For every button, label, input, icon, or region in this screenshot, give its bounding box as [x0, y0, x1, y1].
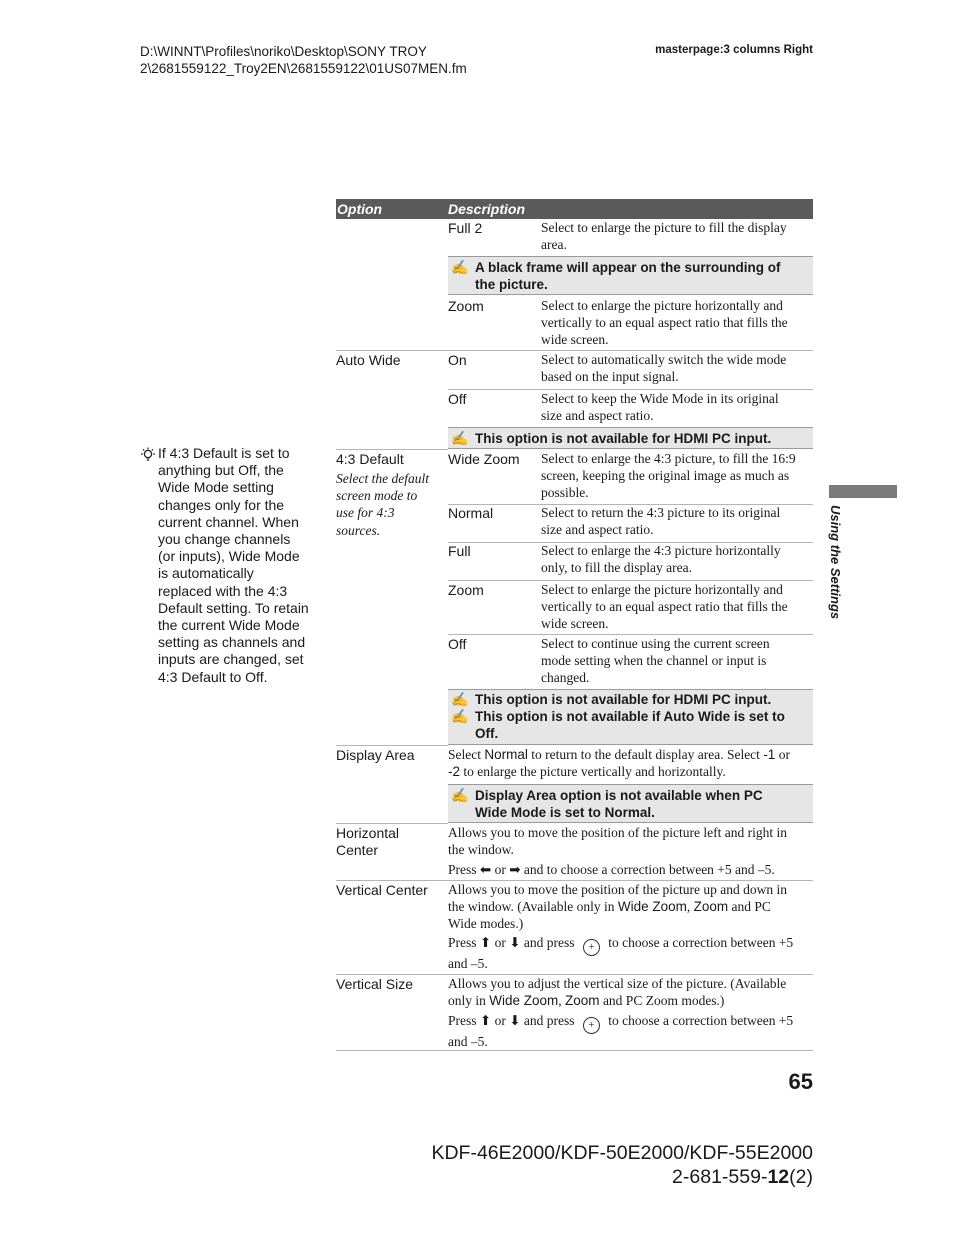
arrow-down-icon: ⬇ — [509, 1012, 521, 1028]
sub-option-on: On — [448, 352, 467, 368]
row-divider — [336, 350, 813, 351]
model-footer — [431, 1141, 813, 1189]
desc-line: changed. — [541, 669, 590, 685]
desc-line — [448, 993, 813, 1010]
desc-line: size and aspect ratio. — [541, 407, 654, 423]
desc-line: the window. — [448, 841, 514, 857]
desc-line: Select to keep the Wide Mode in its original — [541, 391, 779, 406]
tip-line: If 4:3 Default is set to — [158, 445, 290, 461]
row-divider — [336, 880, 813, 881]
note-text: Off. — [475, 726, 499, 741]
desc-line — [448, 747, 813, 764]
model-numbers: KDF-46E2000/KDF-50E2000/KDF-55E2000 — [431, 1142, 813, 1164]
tip-line: changes only for the — [158, 496, 285, 513]
desc-line: Allows you to move the position of the picture left and right in — [448, 825, 787, 840]
setting-value: Normal — [484, 747, 528, 762]
setting-value: -2 — [448, 763, 461, 779]
sub-option-wide-zoom: Wide Zoom — [448, 451, 520, 467]
desc-line: size and aspect ratio. — [541, 521, 654, 537]
file-path — [140, 43, 467, 77]
desc-line: and –5. — [448, 1033, 488, 1049]
desc-horizontal-center — [448, 825, 813, 878]
desc-line — [448, 899, 813, 916]
row-divider — [448, 580, 813, 581]
row-divider — [448, 389, 813, 390]
desc-text: or — [491, 861, 510, 877]
desc-text: and press — [520, 1012, 578, 1028]
desc-line: vertically to an equal aspect ratio that fills the — [541, 598, 788, 614]
sub-option-off: Off — [448, 391, 467, 407]
desc-zoom — [541, 298, 813, 348]
setting-value: Zoom — [693, 898, 729, 914]
row-divider — [336, 974, 813, 975]
desc-normal — [541, 505, 813, 539]
note-text: This option is not available for HDMI PC input. — [475, 431, 772, 446]
option-vertical-size: Vertical Size — [336, 976, 414, 992]
arrow-up-icon: ⬆ — [479, 935, 492, 951]
tip-line: setting as channels and — [158, 634, 306, 651]
note-line — [448, 430, 813, 447]
desc-vertical-center — [448, 882, 813, 973]
desc-line: area. — [541, 236, 567, 252]
desc-line: Select to enlarge the picture to fill the display — [541, 220, 787, 235]
column-header-option: Option — [337, 201, 383, 217]
desc-full2 — [541, 220, 813, 254]
desc-off — [541, 391, 813, 425]
table-header — [336, 199, 813, 219]
desc-text: the window. (Available only in — [448, 898, 618, 914]
column-header-description: Description — [448, 201, 526, 217]
section-side-label — [827, 505, 843, 635]
note-pencil-icon: ✍ — [451, 259, 469, 275]
desc-line: wide screen. — [541, 331, 609, 347]
tip-line: (or inputs), Wide Mode — [158, 548, 300, 565]
desc-display-area — [448, 747, 813, 781]
setting-value: Wide Zoom — [617, 898, 687, 914]
tip-line: anything but Off, the — [158, 462, 284, 479]
desc-text: only in — [448, 992, 490, 1008]
desc-wide-zoom — [541, 451, 813, 501]
arrow-left-icon: ⬅ — [479, 861, 492, 877]
desc-line: screen, keeping the original image as much as — [541, 467, 790, 483]
desc-line — [448, 862, 813, 879]
desc-line: wide screen. — [541, 615, 609, 631]
row-divider — [336, 745, 448, 746]
sub-option-zoom-43: Zoom — [448, 582, 484, 598]
note-text: This option is not available for HDMI PC input. — [475, 692, 772, 707]
desc-line — [448, 764, 813, 781]
desc-text: and press — [520, 935, 578, 951]
note-line — [448, 276, 813, 293]
option-line: Center — [336, 841, 379, 858]
option-horizontal-center — [336, 825, 399, 858]
desc-line: Select to enlarge the 4:3 picture horizontally — [541, 543, 781, 558]
desc-line: possible. — [541, 484, 589, 500]
desc-text: and PC — [728, 898, 771, 914]
sub-option-full: Full — [448, 543, 471, 559]
side-label-text: Using the Settings — [828, 505, 843, 620]
note-line — [448, 787, 813, 804]
row-divider — [448, 634, 813, 635]
note-text: Display Area option is not available when PC — [475, 788, 763, 803]
desc-text: and PC Zoom modes.) — [599, 992, 725, 1008]
desc-text: Select — [448, 747, 485, 762]
note-line — [448, 708, 813, 725]
desc-text: to enlarge the picture vertically and horizontally. — [460, 763, 726, 779]
arrow-right-icon: ➡ — [509, 861, 521, 877]
desc-line: mode setting when the channel or input is — [541, 652, 767, 668]
note-black-frame — [448, 256, 813, 295]
note-43-default — [448, 689, 813, 745]
desc-line: vertically to an equal aspect ratio that fills the — [541, 314, 788, 330]
desc-text: and to choose a correction between +5 and –5. — [520, 861, 775, 877]
sub-option-normal: Normal — [448, 505, 494, 521]
file-path-line-1: D:\WINNT\Profiles\noriko\Desktop\SONY TROY — [140, 44, 427, 59]
tip-line: inputs are changed, set — [158, 651, 304, 668]
desc-line: Select to continue using the current screen — [541, 636, 770, 651]
code-version: 12 — [767, 1166, 790, 1188]
note-pencil-icon: ✍ — [451, 430, 469, 446]
desc-text: to return to the default display area. Select — [527, 747, 764, 762]
desc-off-43 — [541, 636, 813, 686]
setting-value: -1 — [763, 747, 776, 762]
note-text: This option is not available if Auto Wide is set to — [475, 709, 785, 724]
desc-zoom-43 — [541, 582, 813, 632]
tip-line: you change channels — [158, 531, 291, 548]
tip-line: replaced with the 4:3 — [158, 582, 288, 599]
tip-line: the current Wide Mode — [158, 617, 300, 634]
masterpage-label: masterpage:3 columns Right — [655, 44, 813, 56]
desc-text: , — [686, 898, 694, 914]
tip-line: is automatically — [158, 565, 254, 582]
note-pencil-icon: ✍ — [451, 691, 469, 707]
desc-text: to choose a correction between +5 — [604, 1012, 794, 1028]
document-code — [431, 1165, 813, 1189]
table-bottom-rule — [336, 1050, 813, 1051]
desc-line: Allows you to adjust the vertical size of the picture. (Available — [448, 976, 787, 991]
desc-line: screen mode to — [336, 488, 418, 504]
desc-line: use for 4:3 — [336, 505, 395, 521]
note-display-area — [448, 784, 813, 823]
option-43-default-desc — [336, 470, 429, 539]
desc-vertical-size — [448, 976, 813, 1050]
sub-option-full2: Full 2 — [448, 220, 483, 236]
arrow-down-icon: ⬇ — [509, 935, 521, 951]
page-number: 65 — [788, 1069, 813, 1094]
desc-on — [541, 352, 813, 386]
desc-text: or — [491, 935, 510, 951]
note-pencil-icon: ✍ — [451, 787, 469, 803]
desc-line — [448, 1013, 813, 1034]
note-text: Wide Mode is set to Normal. — [475, 805, 655, 820]
tip-line: Wide Mode setting — [158, 479, 274, 496]
setting-value: Zoom — [565, 992, 600, 1008]
sub-option-zoom: Zoom — [448, 298, 484, 314]
option-vertical-center: Vertical Center — [336, 882, 428, 898]
section-tab-marker — [829, 485, 897, 498]
desc-line — [448, 935, 813, 956]
option-line: Horizontal — [336, 825, 400, 841]
row-divider — [336, 823, 448, 824]
desc-full — [541, 543, 813, 577]
desc-line: Wide modes.) — [448, 915, 524, 931]
note-pencil-icon: ✍ — [451, 708, 469, 724]
enter-button-icon: + — [583, 1017, 600, 1034]
desc-text: Press — [448, 1012, 480, 1028]
tip-line: 4:3 Default to Off. — [158, 668, 268, 685]
desc-line: only, to fill the display area. — [541, 559, 692, 575]
lightbulb-icon — [140, 447, 156, 463]
option-display-area: Display Area — [336, 747, 415, 763]
note-line — [448, 725, 813, 742]
desc-line: Allows you to move the position of the picture up and down in — [448, 882, 787, 897]
desc-line: Select to enlarge the 4:3 picture, to fill the 16:9 — [541, 451, 796, 466]
note-line — [448, 804, 813, 821]
tip-line: current channel. When — [158, 513, 299, 530]
note-line — [448, 259, 813, 276]
row-divider — [336, 449, 448, 450]
desc-text: , — [558, 992, 566, 1008]
tip-text — [158, 445, 309, 686]
desc-line: sources. — [336, 522, 381, 538]
note-auto-wide — [448, 427, 813, 449]
code-prefix: 2-681-559- — [672, 1166, 768, 1188]
option-auto-wide: Auto Wide — [336, 352, 401, 368]
code-suffix: (2) — [789, 1166, 813, 1188]
desc-text: or — [775, 747, 790, 762]
tip-line: Default setting. To retain — [158, 599, 309, 616]
arrow-up-icon: ⬆ — [479, 1012, 492, 1028]
file-path-line-2: 2\2681559122_Troy2EN\2681559122\01US07MEN.fm — [140, 61, 467, 76]
desc-line: based on the input signal. — [541, 368, 679, 384]
sub-option-off-43: Off — [448, 636, 467, 652]
desc-line: Select to return the 4:3 picture to its original — [541, 505, 781, 520]
desc-text: Press — [448, 861, 480, 877]
enter-button-icon: + — [583, 939, 600, 956]
tip-icon — [140, 447, 156, 468]
desc-text: to choose a correction between +5 — [604, 935, 794, 951]
desc-text: or — [491, 1012, 510, 1028]
option-43-default: 4:3 Default — [336, 451, 404, 467]
setting-value: Wide Zoom — [489, 992, 559, 1008]
desc-line: Select the default — [336, 471, 429, 486]
note-line — [448, 691, 813, 708]
note-text: the picture. — [475, 277, 548, 292]
note-text: A black frame will appear on the surrounding of — [475, 260, 781, 275]
desc-text: Press — [448, 935, 480, 951]
desc-line: Select to automatically switch the wide mode — [541, 352, 787, 367]
desc-line: Select to enlarge the picture horizontally and — [541, 582, 783, 597]
desc-line: and –5. — [448, 956, 488, 972]
desc-line: Select to enlarge the picture horizontally and — [541, 298, 783, 313]
